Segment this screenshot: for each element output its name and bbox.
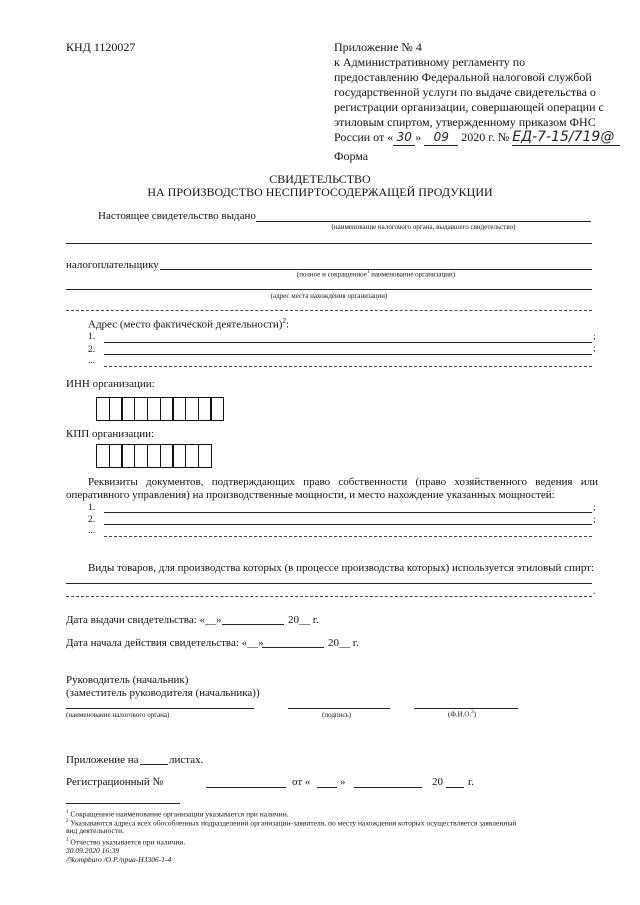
org-name-line <box>66 708 254 709</box>
footnote-text: Сокращенное наименование организации указывается при наличии. <box>70 809 289 819</box>
taxpayer-caption-a: (полное и сокращенное <box>296 270 367 279</box>
full-name-caption <box>448 710 476 718</box>
attachment-count-line <box>140 764 168 765</box>
footnote-ref: 3 <box>471 710 474 715</box>
attachment-prefix: Приложение на <box>66 754 139 766</box>
documents-line-1: Реквизиты документов, подтверждающих право собственности (право хозяйственного ведения или <box>88 476 598 488</box>
address-item-line <box>104 366 592 367</box>
issued-caption: (наименование налогового органа, выдавшего свидетельство) <box>331 223 516 231</box>
document-item-ellipsis: ... <box>88 526 96 536</box>
full-name-caption-text: (Ф.И.О. <box>448 710 472 719</box>
stamp-path <box>66 855 171 865</box>
appendix-line: регистрации организации, совершающей операции с <box>334 100 604 114</box>
knd-code: КНД 1120027 <box>66 40 136 54</box>
inn-label: ИНН организации: <box>66 378 155 390</box>
attachment-suffix: листах. <box>169 754 204 766</box>
registration-from: от « <box>292 776 311 788</box>
taxpayer-caption <box>160 270 592 278</box>
appendix-line: этиловым спиртом, утвержденному приказом ФНС <box>334 115 596 129</box>
registration-day-line <box>317 787 337 788</box>
order-line <box>334 130 620 146</box>
footnote-num: 3 <box>66 838 69 843</box>
footnote-num: 2 <box>66 819 69 824</box>
full-name-caption-end: ) <box>473 710 477 719</box>
registration-number-line <box>206 787 286 788</box>
actual-address-text: Адрес (место фактической деятельности) <box>88 318 283 331</box>
order-day: 30 <box>393 130 415 146</box>
footnote-ref: 1 <box>366 270 370 275</box>
actual-address-label <box>88 317 289 331</box>
head-title-line-1: Руководитель (начальник) <box>66 674 189 686</box>
stamp-date: 30.09.2020 16:39 <box>66 846 120 855</box>
issued-field-line <box>256 221 591 222</box>
order-year: 2020 г. № <box>461 130 510 144</box>
footnote-separator <box>66 803 180 804</box>
registration-close: » <box>340 776 346 788</box>
document-item-number: 1. <box>88 503 96 513</box>
appendix-line: предоставлению Федеральной налоговой службой <box>334 70 592 84</box>
address-item-line <box>104 354 592 355</box>
start-date-label: Дата начала действия свидетельства: «__» <box>66 637 264 649</box>
printer-icon: ⎙ <box>66 856 72 864</box>
address-item-number: 2. <box>88 345 96 355</box>
footnote-2 <box>66 817 516 828</box>
actual-address-colon: : <box>285 318 289 331</box>
title-line-2: НА ПРОИЗВОДСТВО НЕСПИРТОСОДЕРЖАЩЕЙ ПРОДУКЦИИ <box>147 185 493 199</box>
kpp-label: КПП организации: <box>66 428 155 440</box>
appendix-line: Приложение № 4 <box>334 40 422 54</box>
address-item-line <box>104 342 592 343</box>
address-item-number: 1. <box>88 332 96 342</box>
footnote-num: 1 <box>66 810 69 815</box>
issue-date-month-line <box>222 624 284 625</box>
issue-date-year: 20__ г. <box>288 614 319 626</box>
order-mid: » <box>415 130 422 144</box>
stamp-path-text: kompburo /О.Р./приа-Н3306-1-4 <box>71 855 172 864</box>
footnote-2-cont: вид деятельности. <box>66 826 125 835</box>
footnote-3 <box>66 836 185 847</box>
footnote-text: Отчество указывается при наличии. <box>70 837 186 847</box>
taxpayer-label: налогоплательщику <box>66 259 159 271</box>
goods-field-line-2 <box>66 596 592 597</box>
document-item-line <box>104 524 592 525</box>
appendix-line: к Административному регламенту по <box>334 55 526 69</box>
order-prefix: России от « <box>334 130 394 144</box>
inn-cells <box>96 397 223 421</box>
kpp-cell[interactable] <box>198 444 212 468</box>
document-item-end: ; <box>593 503 596 513</box>
registration-year-line <box>446 787 464 788</box>
signature-caption: (подпись) <box>322 711 352 719</box>
title-line-1: СВИДЕТЕЛЬСТВО <box>269 172 371 186</box>
registration-month-line <box>354 787 422 788</box>
taxpayer-caption-b: наименование организации) <box>369 270 456 279</box>
registration-year: 20 <box>432 776 443 788</box>
appendix-line: государственной услуги по выдаче свидетельства о <box>334 85 596 99</box>
registration-g: г. <box>468 776 475 788</box>
goods-field-line <box>66 583 592 584</box>
separator-dashed <box>66 310 592 311</box>
issued-field-line-2 <box>66 243 592 244</box>
issue-date-label: Дата выдачи свидетельства: «__» <box>66 614 222 626</box>
address-field-line <box>66 289 592 290</box>
form-label: Форма <box>334 149 369 163</box>
document-item-end: ; <box>593 515 596 525</box>
head-title-line-2: (заместитель руководителя (начальника)) <box>66 687 260 699</box>
address-item-end: ; <box>593 344 596 354</box>
address-item-end: ; <box>593 332 596 342</box>
footnote-text: Указываются адреса всех обособленных подразделений организации-заявителя, по месту нахождения которых осуществляется заявленный <box>70 818 517 828</box>
start-date-year: 20__ г. <box>328 637 359 649</box>
order-number: ЕД-7-15/719@ <box>512 130 620 146</box>
document-item-line <box>104 512 592 513</box>
goods-label: Виды товаров, для производства которых (в процессе производства которых) используется этиловый спирт: <box>88 562 595 574</box>
appendix-block <box>334 40 620 146</box>
full-name-line <box>414 708 518 709</box>
footnote-ref: 2 <box>282 317 286 325</box>
issued-label: Настоящее свидетельство выдано <box>98 210 256 222</box>
signature-line <box>288 708 390 709</box>
org-name-caption: (наименование налогового органа) <box>66 711 170 719</box>
registration-label: Регистрационный № <box>66 776 164 788</box>
address-caption: (адрес места нахождения организации) <box>270 292 388 300</box>
document-item-line <box>104 536 592 537</box>
document-item-number: 2. <box>88 515 96 525</box>
inn-cell[interactable] <box>210 397 224 421</box>
documents-line-2: оперативного управления) на производственные мощности, и место нахождение указанных мощностей: <box>66 489 555 501</box>
goods-end: . <box>593 587 596 597</box>
start-date-month-line <box>262 647 324 648</box>
order-month: 09 <box>424 130 458 146</box>
kpp-cells <box>96 444 210 468</box>
address-item-ellipsis: ... <box>88 356 96 366</box>
